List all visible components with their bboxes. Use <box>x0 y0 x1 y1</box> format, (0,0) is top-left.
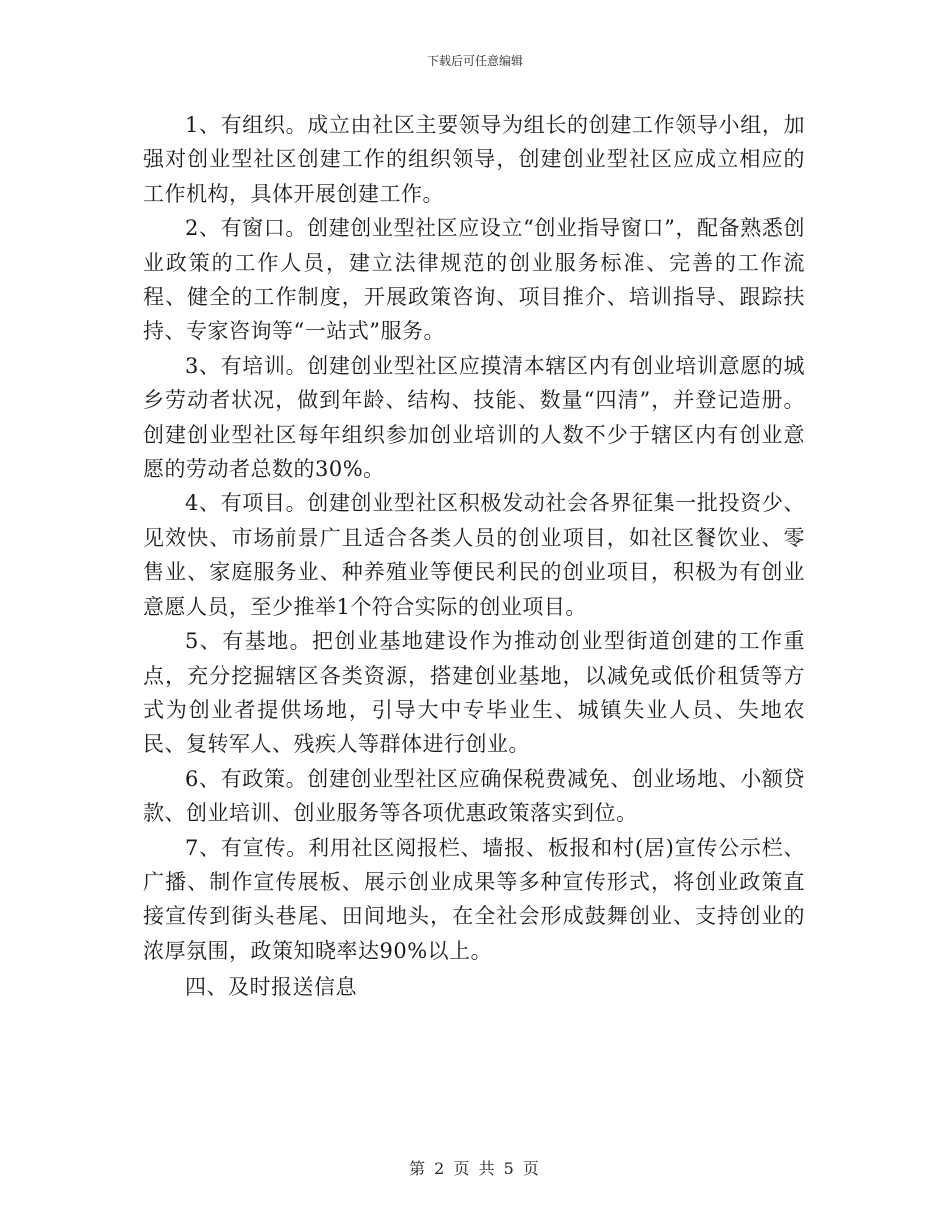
paragraph-window: 2、有窗口。创建创业型社区应设立“创业指导窗口”，配备熟悉创业政策的工作人员，建立法律规范的创业服务标准、完善的工作流程、健全的工作制度，开展政策咨询、项目推介、培训指导、跟踪扶持、专家咨询等“一站式”服务。 <box>143 216 805 344</box>
paragraph-training: 3、有培训。创建创业型社区应摸清本辖区内有创业培训意愿的城乡劳动者状况，做到年龄、结构、技能、数量“四清”，并登记造册。创建创业型社区每年组织参加创业培训的人数不少于辖区内有创业意愿的劳动者总数的30%。 <box>143 353 805 482</box>
paragraph-policy: 6、有政策。创建创业型社区应确保税费减免、创业场地、小额贷款、创业培训、创业服务等各项优惠政策落实到位。 <box>143 766 805 826</box>
page-header: 下载后可任意编辑 <box>426 54 523 68</box>
paragraph-publicity: 7、有宣传。利用社区阅报栏、墙报、板报和村(居)宣传公示栏、广播、制作宣传展板、展示创业成果等多种宣传形式，将创业政策直接宣传到街头巷尾、田间地头，在全社会形成鼓舞创业、支持创业的浓厚氛围，政策知晓率达90%以上。 <box>143 835 805 963</box>
paragraph-organization: 1、有组织。成立由社区主要领导为组长的创建工作领导小组，加强对创业型社区创建工作的组织领导，创建创业型社区应成立相应的工作机构，具体开展创建工作。 <box>143 113 805 206</box>
section-heading: 四、及时报送信息 <box>185 975 357 1000</box>
paragraph-projects: 4、有项目。创建创业型社区积极发动社会各界征集一批投资少、见效快、市场前景广且适合各类人员的创业项目，如社区餐饮业、零售业、家庭服务业、种养殖业等便民利民的创业项目，积极为有创业意愿人员，至少推举1个符合实际的创业项目。 <box>143 491 805 619</box>
document-body <box>143 108 805 1005</box>
page-number: 第 2 页 共 5 页 <box>409 1159 541 1178</box>
paragraph-base: 5、有基地。把创业基地建设作为推动创业型街道创建的工作重点，充分挖掘辖区各类资源，搭建创业基地，以减免或低价租赁等方式为创业者提供场地，引导大中专毕业生、城镇失业人员、失地农民、复转军人、残疾人等群体进行创业。 <box>143 629 805 757</box>
